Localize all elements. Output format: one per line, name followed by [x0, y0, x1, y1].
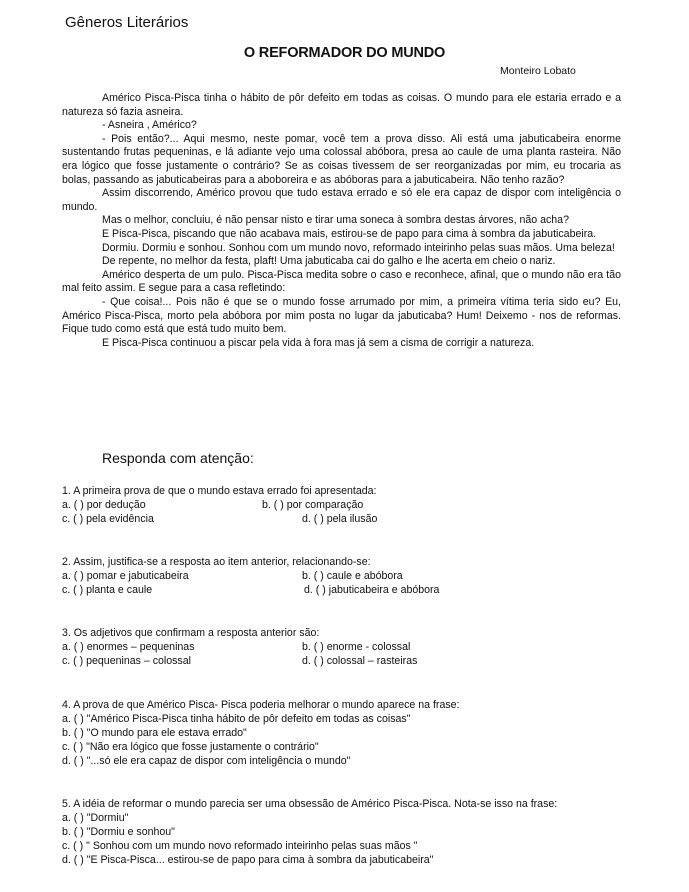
- story-paragraph: Américo Pisca-Pisca tinha o hábito de pôr defeito em todas as coisas. O mundo para ele estaria errado e a natureza só fazia asneira.: [62, 92, 621, 118]
- option-b[interactable]: b. ( ) caule e abóbora: [302, 569, 403, 582]
- story-paragraph: Dormiu. Dormiu e sonhou. Sonhou com um mundo novo, reformado inteirinho pelas suas mãos. Uma beleza!: [102, 241, 615, 254]
- option-b[interactable]: b. ( ) "Dormiu e sonhou": [62, 825, 175, 838]
- option-b[interactable]: b. ( ) enorme - colossal: [302, 640, 411, 653]
- story-title: O REFORMADOR DO MUNDO: [243, 45, 446, 61]
- story-paragraph: Assim discorrendo, Américo provou que tudo estava errado e só ele era capaz de dispor com inteligência o mundo.: [62, 187, 621, 213]
- option-c[interactable]: c. ( ) "Não era lógico que fosse justamente o contrário": [62, 740, 319, 753]
- story-paragraph: E Pisca-Pisca, piscando que não acabava mais, estirou-se de papo para cima à sombra da jabuticabeira.: [102, 227, 597, 240]
- option-a[interactable]: a. ( ) enormes – pequeninas: [62, 640, 195, 653]
- option-d[interactable]: d. ( ) colossal – rasteiras: [302, 654, 418, 667]
- option-c[interactable]: c. ( ) planta e caule: [62, 583, 153, 596]
- option-row: [62, 655, 622, 669]
- option-a[interactable]: a. ( ) pomar e jabuticabeira: [62, 569, 189, 582]
- story-author: Monteiro Lobato: [500, 65, 576, 77]
- question-text: 4. A prova de que Américo Pisca- Pisca poderia melhorar o mundo aparece na frase:: [62, 699, 460, 711]
- story-paragraph: E Pisca-Pisca continuou a piscar pela vida à fora mas já sem a cisma de corrigir a natureza.: [102, 336, 535, 349]
- exercise-prompt: Responda com atenção:: [102, 450, 254, 466]
- story-paragraph: - Pois então?... Aqui mesmo, neste pomar, você tem a prova disso. Ali está uma jabuticabeira enorme sustentando frutas pequeninas, e lá adiante vejo uma colossal abóbora, presa ao caule de uma planta rasteira. Não era lógico que fosse justamente o contrário? Se as coisas tivessem de ser reorganizadas por mim, eu trocaria as bolas, passando as jabuticabeiras para a aboboreira e as abóboras para a jabuticabeira. Não tenho razão?: [62, 132, 621, 186]
- question-4: [62, 699, 622, 769]
- question-3: [62, 627, 622, 669]
- question-5: [62, 798, 622, 868]
- option-row: [62, 641, 622, 655]
- option-b[interactable]: b. ( ) por comparação: [262, 498, 364, 511]
- option-row: [62, 513, 622, 527]
- story-text: [62, 92, 621, 350]
- option-d[interactable]: d. ( ) "...só ele era capaz de dispor com inteligência o mundo": [62, 754, 351, 767]
- question-text: 3. Os adjetivos que confirmam a resposta anterior são:: [62, 627, 320, 639]
- question-text: 5. A idéia de reformar o mundo parecia ser uma obsessão de Américo Pisca-Pisca. Nota-se isso na frase:: [62, 798, 558, 810]
- story-paragraph: De repente, no melhor da festa, plaft! Uma jabuticaba cai do galho e lhe acerta em cheio o nariz.: [102, 255, 556, 268]
- option-c[interactable]: c. ( ) pela evidência: [62, 512, 154, 525]
- option-a[interactable]: a. ( ) "Américo Pisca-Pisca tinha hábito de pôr defeito em todas as coisas": [62, 712, 411, 725]
- option-row: [62, 570, 622, 584]
- question-1: [62, 485, 622, 527]
- story-paragraph: - Asneira , Américo?: [102, 119, 197, 132]
- story-paragraph: - Que coisa!... Pois não é que se o mundo fosse arrumado por mim, a primeira vítima teria sido eu? Eu, Américo Pisca-Pisca, morto pela abóbora por mim posta no lugar da jabuticaba? Hum! Deixemo - nos de reformas. Fique tudo como está que está tudo muito bem.: [62, 295, 621, 336]
- option-row: [62, 499, 622, 513]
- question-2: [62, 556, 622, 598]
- option-c[interactable]: c. ( ) pequeninas – colossal: [62, 654, 191, 667]
- option-d[interactable]: d. ( ) "E Pisca-Pisca... estirou-se de papo para cima à sombra da jabuticabeira": [62, 853, 434, 866]
- option-d[interactable]: d. ( ) jabuticabeira e abóbora: [304, 583, 440, 596]
- option-a[interactable]: a. ( ) "Dormiu": [62, 811, 129, 824]
- option-c[interactable]: c. ( ) " Sonhou com um mundo novo reformado inteirinho pelas suas mãos ": [62, 839, 418, 852]
- header-label: Gêneros Literários: [65, 14, 189, 31]
- question-text: 2. Assim, justifica-se a resposta ao item anterior, relacionando-se:: [62, 556, 371, 568]
- story-paragraph: Américo desperta de um pulo. Pisca-Pisca medita sobre o caso e reconhece, afinal, que o mundo não era tão mal feito assim. E segue para a casa refletindo:: [62, 268, 621, 295]
- question-text: 1. A primeira prova de que o mundo estava errado foi apresentada:: [62, 485, 377, 497]
- story-paragraph: Mas o melhor, concluiu, é não pensar nisto e tirar uma soneca à sombra destas árvores, não acha?: [102, 214, 569, 227]
- option-a[interactable]: a. ( ) por dedução: [62, 498, 146, 511]
- option-d[interactable]: d. ( ) pela ilusão: [302, 512, 378, 525]
- option-b[interactable]: b. ( ) "O mundo para ele estava errado": [62, 726, 247, 739]
- option-row: [62, 584, 622, 598]
